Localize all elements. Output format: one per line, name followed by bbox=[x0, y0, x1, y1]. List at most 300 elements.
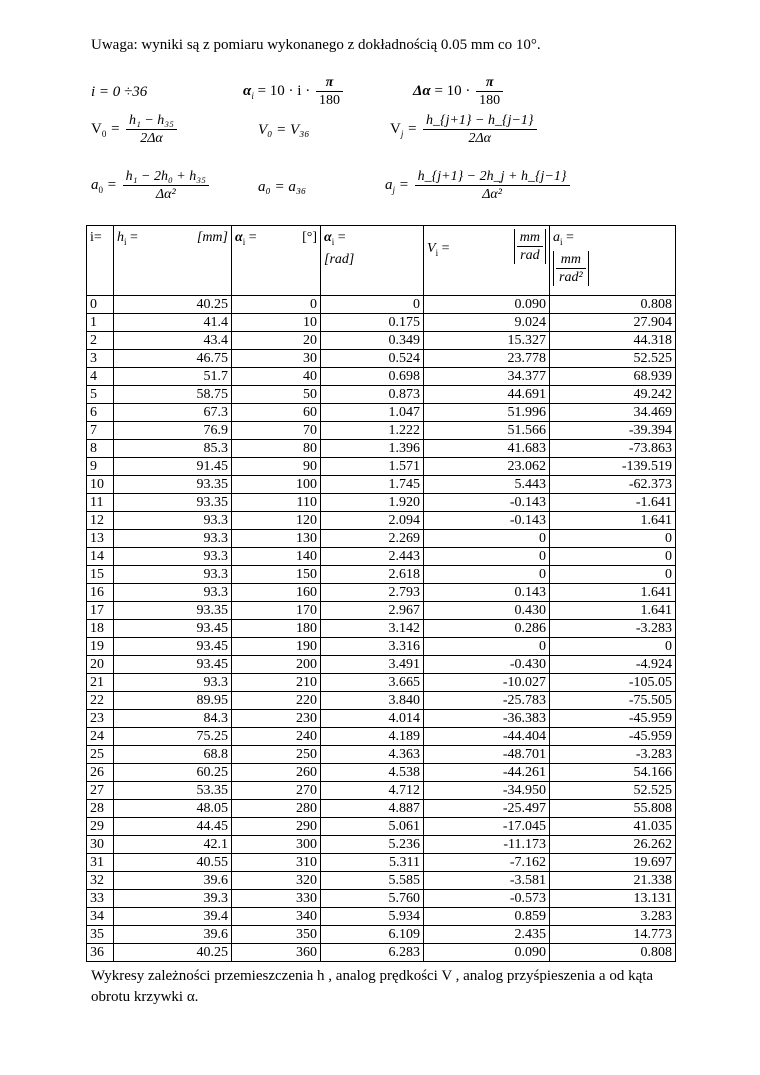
cell-index: 3 bbox=[87, 350, 114, 368]
cell-h: 41.4 bbox=[114, 314, 232, 332]
header-alpha-rad-sub: i bbox=[331, 236, 335, 247]
v0-fraction bbox=[126, 112, 177, 147]
a0-fraction bbox=[123, 168, 209, 203]
cell-alpha-rad: 4.538 bbox=[321, 764, 424, 782]
cell-a: -45.959 bbox=[550, 728, 676, 746]
v0-denominator: 2Δα bbox=[140, 131, 163, 146]
cell-alpha-rad: 4.014 bbox=[321, 710, 424, 728]
cell-index: 18 bbox=[87, 620, 114, 638]
a0-equals-a36 bbox=[258, 179, 306, 196]
cell-v: -0.573 bbox=[424, 890, 550, 908]
cell-h: 93.45 bbox=[114, 638, 232, 656]
table-row bbox=[87, 404, 676, 422]
cell-a: -1.641 bbox=[550, 494, 676, 512]
table-row bbox=[87, 566, 676, 584]
cell-alpha-rad: 3.491 bbox=[321, 656, 424, 674]
header-alpha-rad-eq: = bbox=[334, 230, 346, 245]
cell-alpha-deg: 50 bbox=[232, 386, 321, 404]
cell-v: 0.090 bbox=[424, 944, 550, 962]
cell-a: 52.525 bbox=[550, 782, 676, 800]
cell-alpha-rad: 2.094 bbox=[321, 512, 424, 530]
cell-alpha-rad: 4.712 bbox=[321, 782, 424, 800]
cell-h: 85.3 bbox=[114, 440, 232, 458]
cell-h: 40.25 bbox=[114, 944, 232, 962]
cell-alpha-deg: 20 bbox=[232, 332, 321, 350]
cell-alpha-rad: 3.142 bbox=[321, 620, 424, 638]
table-row bbox=[87, 458, 676, 476]
table-row bbox=[87, 692, 676, 710]
cell-alpha-deg: 210 bbox=[232, 674, 321, 692]
aj-denominator: Δα² bbox=[482, 187, 502, 202]
cell-alpha-rad: 4.363 bbox=[321, 746, 424, 764]
cell-h: 39.6 bbox=[114, 926, 232, 944]
den-180: 180 bbox=[318, 93, 340, 108]
aj-formula: $a_j$ = $\frac{h\_\{j+1\} - 2h\_j + h\_\{j-1\}}{\text{Δα²}}$ bbox=[385, 168, 572, 203]
cell-alpha-deg: 40 bbox=[232, 368, 321, 386]
table-row bbox=[87, 620, 676, 638]
cell-alpha-deg: 90 bbox=[232, 458, 321, 476]
cell-index: 9 bbox=[87, 458, 114, 476]
header-alpha-rad-unit: [rad] bbox=[324, 251, 355, 267]
cell-alpha-rad: 1.222 bbox=[321, 422, 424, 440]
cell-v: 0 bbox=[424, 566, 550, 584]
cell-alpha-deg: 150 bbox=[232, 566, 321, 584]
cell-index: 17 bbox=[87, 602, 114, 620]
cell-a: -105.05 bbox=[550, 674, 676, 692]
cell-index: 1 bbox=[87, 314, 114, 332]
cell-index: 29 bbox=[87, 818, 114, 836]
cell-v: -10.027 bbox=[424, 674, 550, 692]
delta-alpha-formula bbox=[413, 74, 505, 109]
table-row bbox=[87, 746, 676, 764]
cell-v: 2.435 bbox=[424, 926, 550, 944]
aj-subscript: j bbox=[392, 184, 396, 195]
header-v-symbol: V bbox=[427, 240, 436, 256]
cell-h: 91.45 bbox=[114, 458, 232, 476]
cell-v: 0.286 bbox=[424, 620, 550, 638]
cell-index: 35 bbox=[87, 926, 114, 944]
cell-h: 44.45 bbox=[114, 818, 232, 836]
cell-v: -25.783 bbox=[424, 692, 550, 710]
table-row bbox=[87, 530, 676, 548]
cell-alpha-rad: 3.840 bbox=[321, 692, 424, 710]
cell-alpha-rad: 4.189 bbox=[321, 728, 424, 746]
table-row bbox=[87, 386, 676, 404]
table-row bbox=[87, 782, 676, 800]
header-alpha-deg-symbol: α bbox=[235, 230, 243, 245]
cell-v: -44.404 bbox=[424, 728, 550, 746]
cell-alpha-rad: 2.618 bbox=[321, 566, 424, 584]
cell-alpha-deg: 60 bbox=[232, 404, 321, 422]
cell-a: 52.525 bbox=[550, 350, 676, 368]
cell-index: 34 bbox=[87, 908, 114, 926]
table-row bbox=[87, 638, 676, 656]
header-alpha-deg-unit: [°] bbox=[302, 230, 317, 245]
cell-a: 0 bbox=[550, 566, 676, 584]
cell-v: 0 bbox=[424, 548, 550, 566]
vj-numerator: h_{j+1} − h_{j−1} bbox=[423, 112, 537, 130]
header-alpha-deg-eq: = bbox=[245, 230, 257, 245]
cell-a: 0.808 bbox=[550, 944, 676, 962]
a0-symbol: a bbox=[91, 176, 99, 193]
cell-alpha-deg: 100 bbox=[232, 476, 321, 494]
cell-a: 27.904 bbox=[550, 314, 676, 332]
cell-alpha-rad: 5.934 bbox=[321, 908, 424, 926]
cell-alpha-deg: 300 bbox=[232, 836, 321, 854]
cell-a: 41.035 bbox=[550, 818, 676, 836]
den-180-2: 180 bbox=[479, 93, 501, 108]
cell-v: 51.996 bbox=[424, 404, 550, 422]
table-row bbox=[87, 872, 676, 890]
v0-formula: $V_0$ = $\frac{\text{h₁ − h₃₅}}{2\Delta\alpha}$ bbox=[91, 112, 179, 147]
cell-alpha-deg: 120 bbox=[232, 512, 321, 530]
table-row bbox=[87, 368, 676, 386]
cell-h: 93.35 bbox=[114, 602, 232, 620]
cell-index: 36 bbox=[87, 944, 114, 962]
v0-v36-text: V₀ = V₃₆ bbox=[258, 122, 310, 138]
cell-index: 15 bbox=[87, 566, 114, 584]
v0-numerator: h₁ − h₃₅ bbox=[126, 112, 177, 130]
header-v-unit-num: mm bbox=[517, 229, 543, 247]
cell-h: 93.3 bbox=[114, 512, 232, 530]
cell-alpha-rad: 2.793 bbox=[321, 584, 424, 602]
cell-alpha-deg: 190 bbox=[232, 638, 321, 656]
cell-alpha-deg: 310 bbox=[232, 854, 321, 872]
cell-v: -0.430 bbox=[424, 656, 550, 674]
cell-index: 7 bbox=[87, 422, 114, 440]
cell-h: 93.3 bbox=[114, 548, 232, 566]
table-row bbox=[87, 548, 676, 566]
index-range-text: i = 0 ÷36 bbox=[91, 84, 148, 100]
table-row bbox=[87, 440, 676, 458]
cell-a: 44.318 bbox=[550, 332, 676, 350]
aj-symbol: a bbox=[385, 176, 393, 193]
table-row bbox=[87, 674, 676, 692]
cell-h: 39.3 bbox=[114, 890, 232, 908]
cell-index: 23 bbox=[87, 710, 114, 728]
cell-v: 34.377 bbox=[424, 368, 550, 386]
a0-formula: $a_0$ = $\frac{\text{h₁ − 2h₀ + h₃₅}}{\text{Δα²}}$ bbox=[91, 168, 211, 203]
cell-a: -3.283 bbox=[550, 620, 676, 638]
cell-alpha-deg: 30 bbox=[232, 350, 321, 368]
cell-a: 0 bbox=[550, 530, 676, 548]
table-row bbox=[87, 314, 676, 332]
cell-index: 5 bbox=[87, 386, 114, 404]
cell-index: 30 bbox=[87, 836, 114, 854]
cell-alpha-deg: 180 bbox=[232, 620, 321, 638]
cell-index: 12 bbox=[87, 512, 114, 530]
cell-alpha-rad: 0.175 bbox=[321, 314, 424, 332]
cell-alpha-deg: 130 bbox=[232, 530, 321, 548]
cell-index: 11 bbox=[87, 494, 114, 512]
cell-v: -7.162 bbox=[424, 854, 550, 872]
cell-h: 93.3 bbox=[114, 530, 232, 548]
figure-caption: Wykresy zależności przemieszczenia h , analog prędkości V , analog przyśpieszenia a od kąta obrotu krzywki α. bbox=[91, 968, 654, 1005]
cell-v: 0 bbox=[424, 638, 550, 656]
table-row bbox=[87, 422, 676, 440]
cell-alpha-deg: 140 bbox=[232, 548, 321, 566]
cell-index: 0 bbox=[87, 296, 114, 314]
cell-h: 53.35 bbox=[114, 782, 232, 800]
cell-h: 93.45 bbox=[114, 620, 232, 638]
cell-alpha-rad: 6.109 bbox=[321, 926, 424, 944]
cell-index: 33 bbox=[87, 890, 114, 908]
cell-v: -44.261 bbox=[424, 764, 550, 782]
table-row bbox=[87, 890, 676, 908]
a0-numerator: h₁ − 2h₀ + h₃₅ bbox=[123, 168, 209, 186]
header-a-unit-num: mm bbox=[556, 251, 586, 269]
cell-h: 40.25 bbox=[114, 296, 232, 314]
pi-over-180 bbox=[316, 74, 343, 109]
table-header-row bbox=[87, 226, 676, 296]
cell-index: 2 bbox=[87, 332, 114, 350]
cell-index: 22 bbox=[87, 692, 114, 710]
table-row bbox=[87, 764, 676, 782]
cell-h: 39.4 bbox=[114, 908, 232, 926]
header-h-sub: i bbox=[124, 236, 127, 247]
cell-index: 32 bbox=[87, 872, 114, 890]
cell-alpha-rad: 4.887 bbox=[321, 800, 424, 818]
cell-a: -75.505 bbox=[550, 692, 676, 710]
cell-a: 1.641 bbox=[550, 602, 676, 620]
cell-index: 26 bbox=[87, 764, 114, 782]
cell-v: 9.024 bbox=[424, 314, 550, 332]
cell-index: 19 bbox=[87, 638, 114, 656]
cell-alpha-rad: 1.396 bbox=[321, 440, 424, 458]
v0-subscript: 0 bbox=[101, 128, 107, 139]
cell-alpha-deg: 80 bbox=[232, 440, 321, 458]
cell-h: 89.95 bbox=[114, 692, 232, 710]
cell-a: 55.808 bbox=[550, 800, 676, 818]
cell-h: 58.75 bbox=[114, 386, 232, 404]
table-row bbox=[87, 908, 676, 926]
header-a-unit bbox=[553, 251, 589, 286]
cell-a: 68.939 bbox=[550, 368, 676, 386]
cell-a: 1.641 bbox=[550, 512, 676, 530]
vj-fraction bbox=[423, 112, 537, 147]
cell-h: 93.3 bbox=[114, 674, 232, 692]
table-row bbox=[87, 728, 676, 746]
cell-h: 39.6 bbox=[114, 872, 232, 890]
cell-alpha-rad: 3.665 bbox=[321, 674, 424, 692]
cell-alpha-deg: 270 bbox=[232, 782, 321, 800]
cell-a: -45.959 bbox=[550, 710, 676, 728]
cell-alpha-rad: 5.585 bbox=[321, 872, 424, 890]
cell-alpha-rad: 2.269 bbox=[321, 530, 424, 548]
table-row bbox=[87, 602, 676, 620]
cell-alpha-deg: 170 bbox=[232, 602, 321, 620]
cell-a: -39.394 bbox=[550, 422, 676, 440]
cell-alpha-deg: 280 bbox=[232, 800, 321, 818]
table-row bbox=[87, 854, 676, 872]
a0-subscript: 0 bbox=[98, 184, 103, 195]
cell-a: 26.262 bbox=[550, 836, 676, 854]
cell-a: 54.166 bbox=[550, 764, 676, 782]
cell-v: 0 bbox=[424, 530, 550, 548]
cell-v: 0.859 bbox=[424, 908, 550, 926]
cell-alpha-deg: 110 bbox=[232, 494, 321, 512]
cell-v: -48.701 bbox=[424, 746, 550, 764]
cell-h: 43.4 bbox=[114, 332, 232, 350]
cell-alpha-rad: 0.698 bbox=[321, 368, 424, 386]
cell-h: 84.3 bbox=[114, 710, 232, 728]
cell-a: 34.469 bbox=[550, 404, 676, 422]
cell-alpha-deg: 10 bbox=[232, 314, 321, 332]
cell-alpha-rad: 5.311 bbox=[321, 854, 424, 872]
cell-h: 93.3 bbox=[114, 584, 232, 602]
cell-a: 1.641 bbox=[550, 584, 676, 602]
cell-a: -139.519 bbox=[550, 458, 676, 476]
header-i-text: i= bbox=[90, 230, 102, 245]
cell-alpha-rad: 5.061 bbox=[321, 818, 424, 836]
cell-a: 49.242 bbox=[550, 386, 676, 404]
cell-alpha-deg: 0 bbox=[232, 296, 321, 314]
cell-index: 20 bbox=[87, 656, 114, 674]
cell-v: -0.143 bbox=[424, 512, 550, 530]
header-a-unit-den: rad² bbox=[559, 269, 583, 285]
cell-a: 19.697 bbox=[550, 854, 676, 872]
cell-index: 4 bbox=[87, 368, 114, 386]
table-row bbox=[87, 836, 676, 854]
header-v-unit bbox=[514, 229, 546, 264]
cell-index: 10 bbox=[87, 476, 114, 494]
alpha-i-mid: = 10 · i · bbox=[253, 82, 311, 99]
cell-v: 23.062 bbox=[424, 458, 550, 476]
cell-alpha-deg: 240 bbox=[232, 728, 321, 746]
table-row bbox=[87, 818, 676, 836]
cell-v: 44.691 bbox=[424, 386, 550, 404]
vj-denominator: 2Δα bbox=[468, 131, 492, 146]
cell-alpha-rad: 5.760 bbox=[321, 890, 424, 908]
cell-a: 21.338 bbox=[550, 872, 676, 890]
cell-alpha-rad: 0 bbox=[321, 296, 424, 314]
cell-v: -17.045 bbox=[424, 818, 550, 836]
cell-index: 25 bbox=[87, 746, 114, 764]
cell-alpha-rad: 2.443 bbox=[321, 548, 424, 566]
cell-index: 27 bbox=[87, 782, 114, 800]
table-row bbox=[87, 800, 676, 818]
cell-v: 41.683 bbox=[424, 440, 550, 458]
cell-v: -25.497 bbox=[424, 800, 550, 818]
header-a-symbol: a bbox=[553, 230, 560, 245]
table-row bbox=[87, 710, 676, 728]
cell-alpha-deg: 340 bbox=[232, 908, 321, 926]
table-row bbox=[87, 512, 676, 530]
pi-over-180-2 bbox=[476, 74, 503, 109]
cell-alpha-deg: 330 bbox=[232, 890, 321, 908]
header-a-sub: i bbox=[560, 236, 563, 247]
header-alpha-deg-sub: i bbox=[242, 236, 246, 247]
cell-alpha-deg: 360 bbox=[232, 944, 321, 962]
alpha-i-formula bbox=[243, 74, 345, 109]
cell-index: 21 bbox=[87, 674, 114, 692]
cell-alpha-deg: 290 bbox=[232, 818, 321, 836]
cell-index: 8 bbox=[87, 440, 114, 458]
cell-alpha-rad: 1.745 bbox=[321, 476, 424, 494]
cell-a: 13.131 bbox=[550, 890, 676, 908]
cell-a: 0 bbox=[550, 638, 676, 656]
accuracy-note: Uwaga: wyniki są z pomiaru wykonanego z dokładnością 0.05 mm co 10°. bbox=[91, 37, 541, 53]
cell-v: 0.090 bbox=[424, 296, 550, 314]
cell-alpha-rad: 5.236 bbox=[321, 836, 424, 854]
cell-v: 5.443 bbox=[424, 476, 550, 494]
cell-h: 51.7 bbox=[114, 368, 232, 386]
cell-alpha-deg: 250 bbox=[232, 746, 321, 764]
col-header-alpha-deg bbox=[232, 226, 321, 296]
cell-index: 31 bbox=[87, 854, 114, 872]
cell-alpha-rad: 2.967 bbox=[321, 602, 424, 620]
kinematics-table bbox=[86, 225, 676, 962]
cell-v: 15.327 bbox=[424, 332, 550, 350]
table-row bbox=[87, 584, 676, 602]
cell-a: 14.773 bbox=[550, 926, 676, 944]
cell-index: 16 bbox=[87, 584, 114, 602]
cell-v: 51.566 bbox=[424, 422, 550, 440]
aj-numerator: h_{j+1} − 2h_j + h_{j−1} bbox=[415, 168, 570, 186]
table-body bbox=[87, 296, 676, 962]
cell-a: 0.808 bbox=[550, 296, 676, 314]
a0-a36-text: a₀ = a₃₆ bbox=[258, 179, 307, 195]
cell-v: -34.950 bbox=[424, 782, 550, 800]
index-range-formula bbox=[91, 84, 147, 101]
cell-v: -36.383 bbox=[424, 710, 550, 728]
cell-h: 68.8 bbox=[114, 746, 232, 764]
cell-h: 75.25 bbox=[114, 728, 232, 746]
header-v-sub: i bbox=[435, 247, 439, 258]
table-row bbox=[87, 332, 676, 350]
cell-a: 3.283 bbox=[550, 908, 676, 926]
cell-h: 48.05 bbox=[114, 800, 232, 818]
cell-alpha-rad: 1.920 bbox=[321, 494, 424, 512]
cell-alpha-rad: 6.283 bbox=[321, 944, 424, 962]
alpha-subscript: i bbox=[251, 90, 254, 101]
cell-alpha-deg: 260 bbox=[232, 764, 321, 782]
header-v-eq: = bbox=[438, 240, 450, 256]
cell-alpha-deg: 230 bbox=[232, 710, 321, 728]
pi-numerator: π bbox=[316, 74, 343, 92]
col-header-i bbox=[87, 226, 114, 296]
cell-a: -73.863 bbox=[550, 440, 676, 458]
cell-index: 6 bbox=[87, 404, 114, 422]
cell-a: 0 bbox=[550, 548, 676, 566]
cell-v: 0.143 bbox=[424, 584, 550, 602]
cell-alpha-rad: 0.349 bbox=[321, 332, 424, 350]
table-row bbox=[87, 494, 676, 512]
cell-alpha-deg: 220 bbox=[232, 692, 321, 710]
cell-alpha-deg: 320 bbox=[232, 872, 321, 890]
cell-index: 14 bbox=[87, 548, 114, 566]
cell-h: 93.35 bbox=[114, 494, 232, 512]
cell-h: 42.1 bbox=[114, 836, 232, 854]
cell-h: 46.75 bbox=[114, 350, 232, 368]
header-h-unit: [mm] bbox=[196, 230, 228, 245]
cell-v: -3.581 bbox=[424, 872, 550, 890]
header-h-symbol: h bbox=[117, 230, 124, 245]
table-row bbox=[87, 926, 676, 944]
col-header-a bbox=[550, 226, 676, 296]
header-v-unit-den: rad bbox=[520, 248, 540, 263]
cell-v: -0.143 bbox=[424, 494, 550, 512]
col-header-alpha-rad bbox=[321, 226, 424, 296]
cell-index: 24 bbox=[87, 728, 114, 746]
cell-v: 23.778 bbox=[424, 350, 550, 368]
cell-v: -11.173 bbox=[424, 836, 550, 854]
header-h-eq: = bbox=[126, 230, 138, 245]
header-a-eq: = bbox=[562, 230, 574, 245]
table-row bbox=[87, 656, 676, 674]
table-row bbox=[87, 476, 676, 494]
vj-subscript: j bbox=[400, 128, 404, 139]
